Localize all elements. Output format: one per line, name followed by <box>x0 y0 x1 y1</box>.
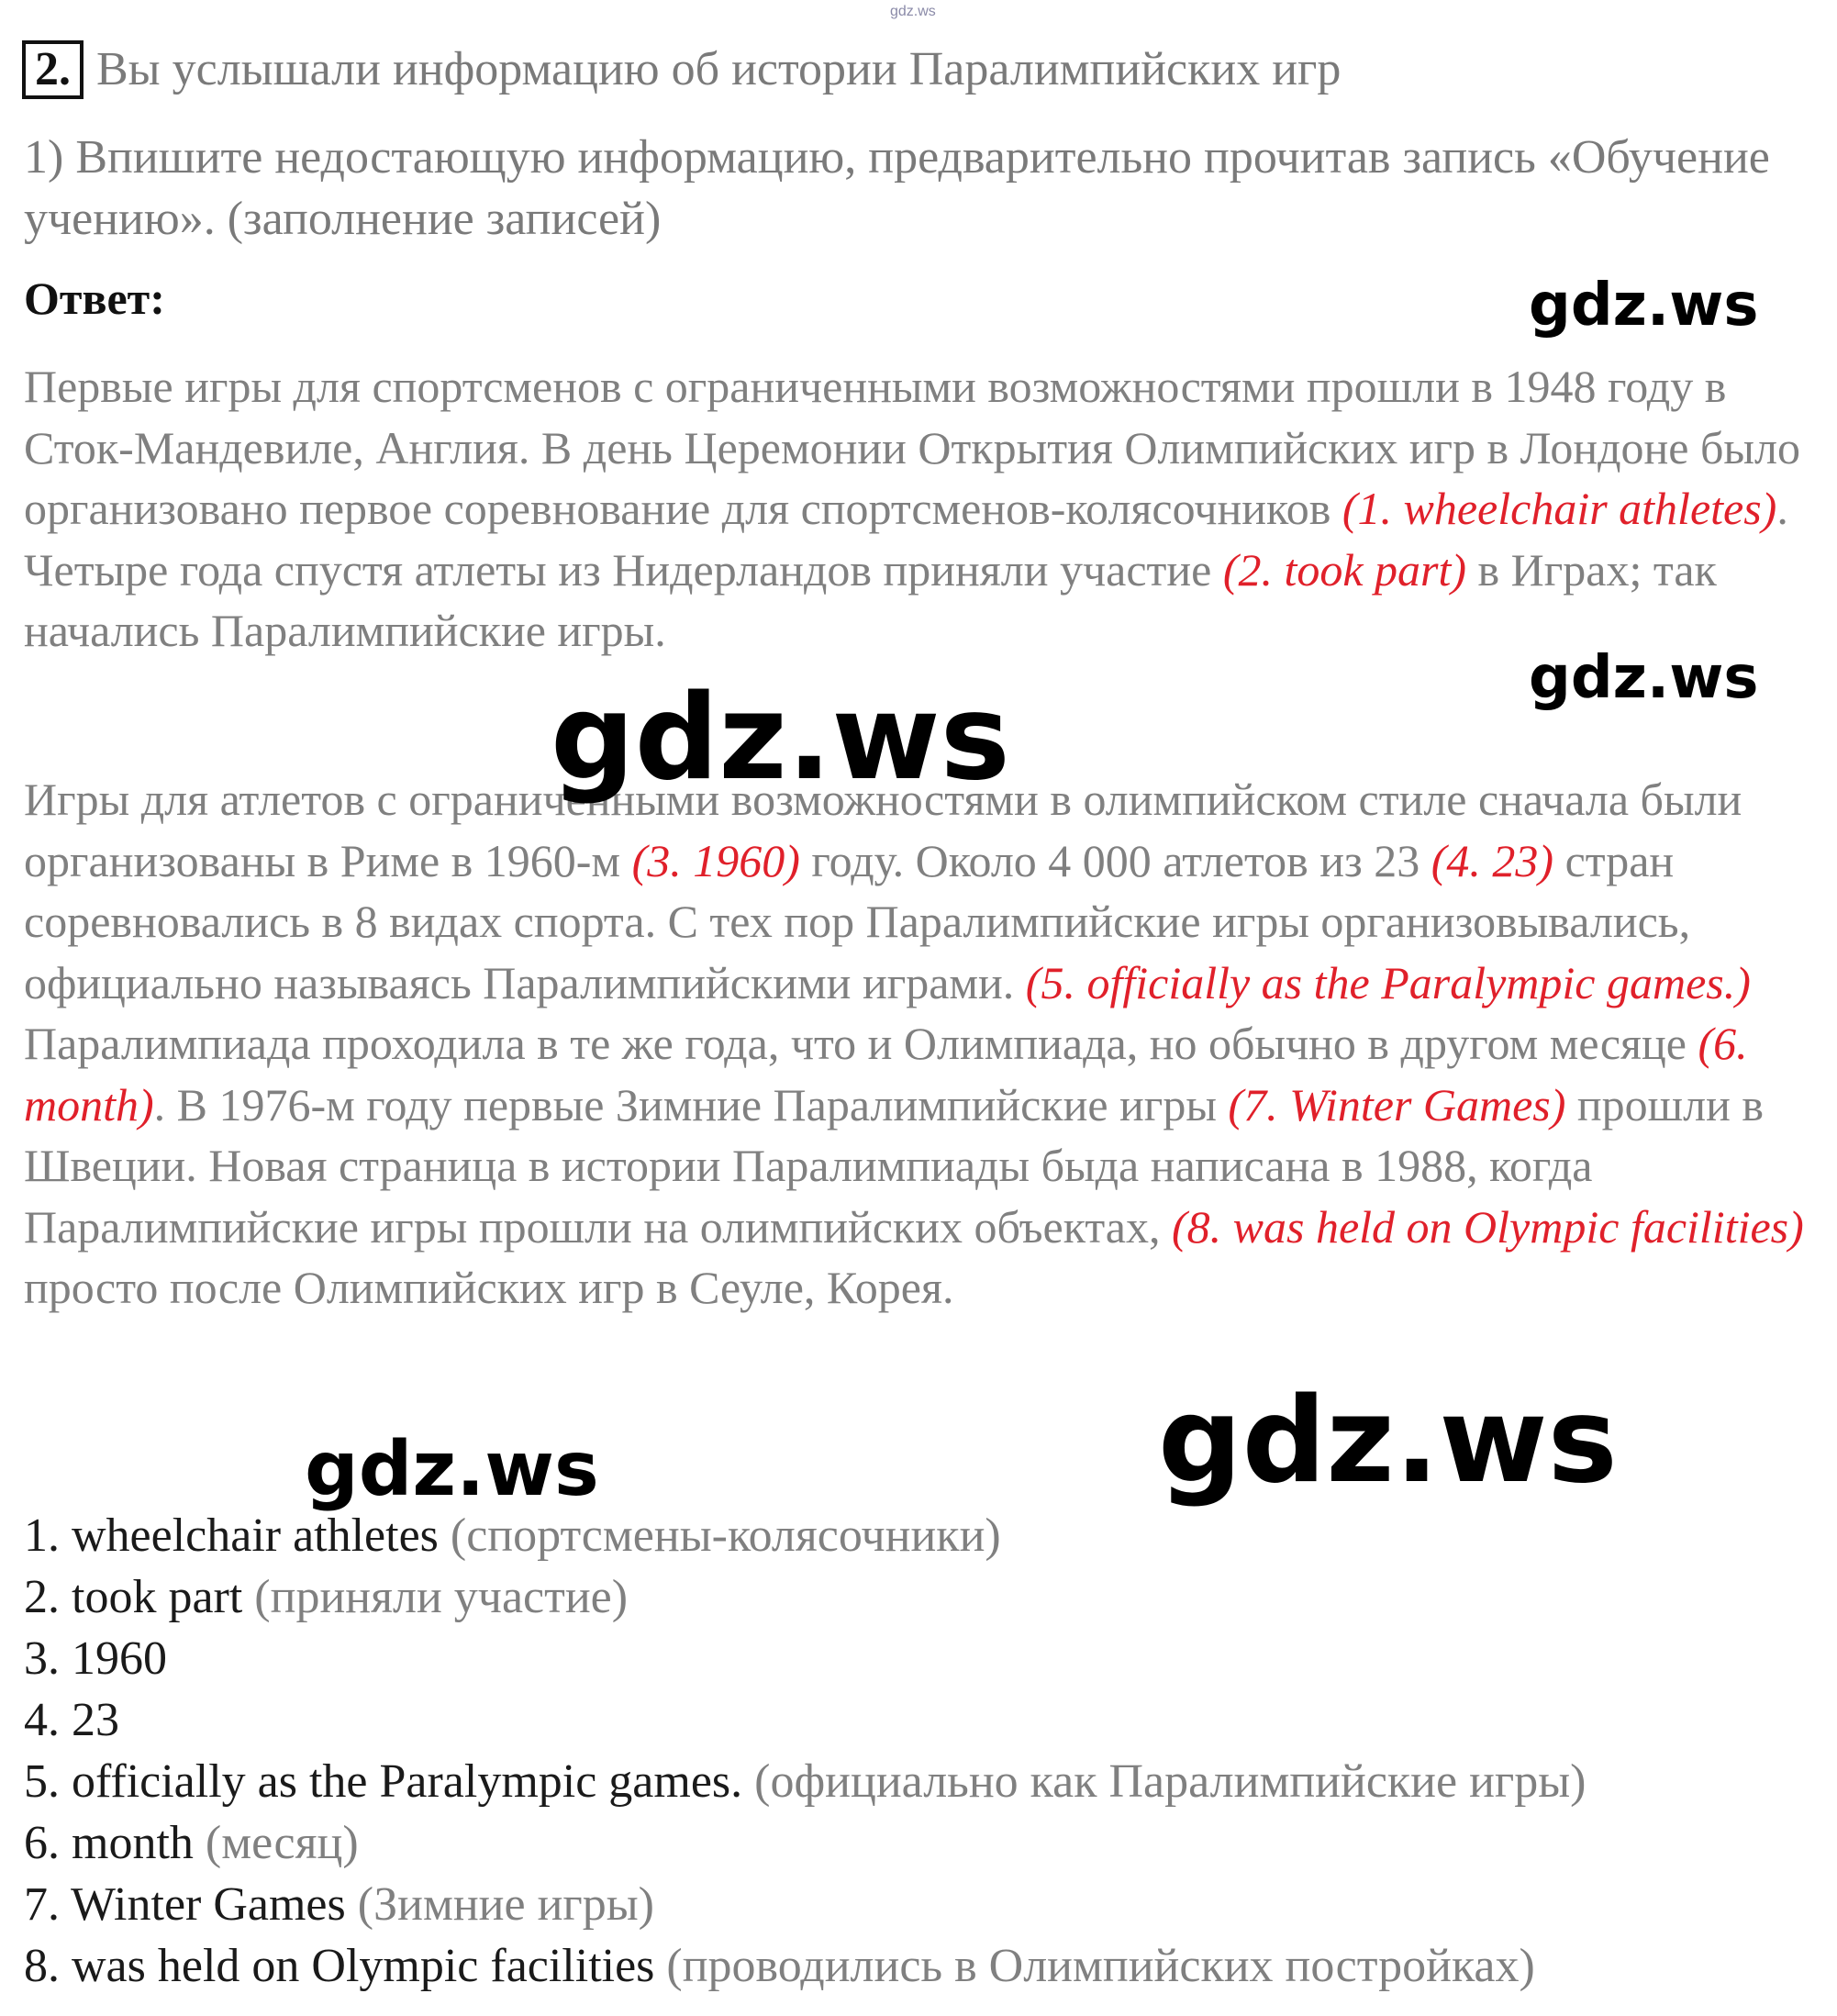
answer-paragraph-2 <box>24 769 1822 1319</box>
answer-label: Ответ: <box>24 273 165 324</box>
list-item-ru: (официально как Паралимпийские игры) <box>754 1755 1586 1808</box>
list-item-en: 3. 1960 <box>24 1632 167 1685</box>
task-instruction: 1) Впишите недостающую информацию, предварительно прочитав запись «Обучение учению». (заполнение записей) <box>24 131 1770 245</box>
answer-list <box>24 1505 1822 1997</box>
task-title: Вы услышали информацию об истории Паралимпийских игр <box>96 43 1342 95</box>
list-item <box>24 1628 1822 1689</box>
para2-text-2: году. Около 4 000 атлетов из 23 <box>799 834 1431 886</box>
task-number-box: 2. <box>22 40 84 99</box>
task-header <box>22 40 1341 99</box>
list-item-en: 5. officially as the Paralympic games. <box>24 1755 743 1808</box>
para1-text-1: Первые игры для спортсменов с ограниченными возможностями прошли в 1948 году в Сток-Мандевиле, Англия. В день Церемонии Открытия Олимпийских игр в Лондоне было организовано первое соревнование для спортсменов-колясочников <box>24 361 1800 534</box>
insertion-2: (2. took part) <box>1222 543 1467 596</box>
list-item-ru: (месяц) <box>205 1817 359 1869</box>
para2-text-6: прошли в Швеции. Новая страница в истории Паралимпиады быда написана в 1988, когда Паралимпийские игры прошли на олимпийских объектах, <box>24 1078 1764 1253</box>
list-item-ru: (проводились в Олимпийских постройках) <box>666 1940 1535 1992</box>
watermark-bottom-left: gdz.ws <box>305 1426 599 1513</box>
para2-text-4: Паралимпиада проходила в те же года, что и Олимпиада, но обычно в другом месяце <box>24 1018 1698 1069</box>
para2-text-5: . В 1976-м году первые Зимние Паралимпийские игры <box>153 1078 1229 1131</box>
list-item <box>24 1874 1822 1935</box>
para2-text-7: просто после Олимпийских игр в Сеуле, Корея. <box>24 1262 954 1313</box>
list-item-en: 7. Winter Games <box>24 1878 346 1931</box>
watermark-center-large: gdz.ws <box>551 670 1010 807</box>
para1-text-3: в Играх; так начались Паралимпийские игры. <box>24 543 1717 656</box>
list-item <box>24 1751 1822 1812</box>
top-watermark: gdz.ws <box>890 4 936 19</box>
list-item <box>24 1505 1822 1566</box>
list-item-en: 2. took part <box>24 1571 243 1623</box>
insertion-4: (4. 23) <box>1431 834 1554 886</box>
watermark-right: gdz.ws <box>1529 644 1759 712</box>
insertion-8: (8. was held on Olympic facilities) <box>1172 1200 1804 1253</box>
list-item-ru: (Зимние игры) <box>357 1878 654 1931</box>
list-item-ru: (спортсмены-колясочники) <box>450 1509 1001 1562</box>
list-item <box>24 1812 1822 1874</box>
watermark-top-right: gdz.ws <box>1529 272 1759 340</box>
watermark-bottom-right-large: gdz.ws <box>1158 1373 1618 1509</box>
list-item-en: 1. wheelchair athletes <box>24 1509 439 1562</box>
list-item-en: 8. was held on Olympic facilities <box>24 1940 655 1992</box>
para2-text-3: стран соревновались в 8 видах спорта. С тех пор Паралимпийские игры организовывались, официально называясь Паралимпийскими играми. <box>24 834 1691 1008</box>
list-item-ru: (приняли участие) <box>254 1571 629 1623</box>
insertion-7: (7. Winter Games) <box>1228 1078 1566 1131</box>
answer-paragraph-1 <box>24 356 1822 662</box>
para2-text-1: Игры для атлетов с ограниченными возможностями в олимпийском стиле сначала были организованы в Риме в 1960-м <box>24 774 1742 886</box>
list-item <box>24 1935 1822 1997</box>
list-item-en: 4. 23 <box>24 1694 119 1746</box>
list-item <box>24 1566 1822 1628</box>
para1-text-2: . Четыре года спустя атлеты из Нидерландов приняли участие <box>24 483 1788 596</box>
insertion-3: (3. 1960) <box>631 834 800 886</box>
insertion-5: (5. officially as the Paralympic games.) <box>1025 956 1751 1008</box>
list-item <box>24 1689 1822 1751</box>
list-item-en: 6. month <box>24 1817 194 1869</box>
insertion-1: (1. wheelchair athletes) <box>1342 483 1777 534</box>
insertion-6: (6. month) <box>24 1018 1748 1131</box>
